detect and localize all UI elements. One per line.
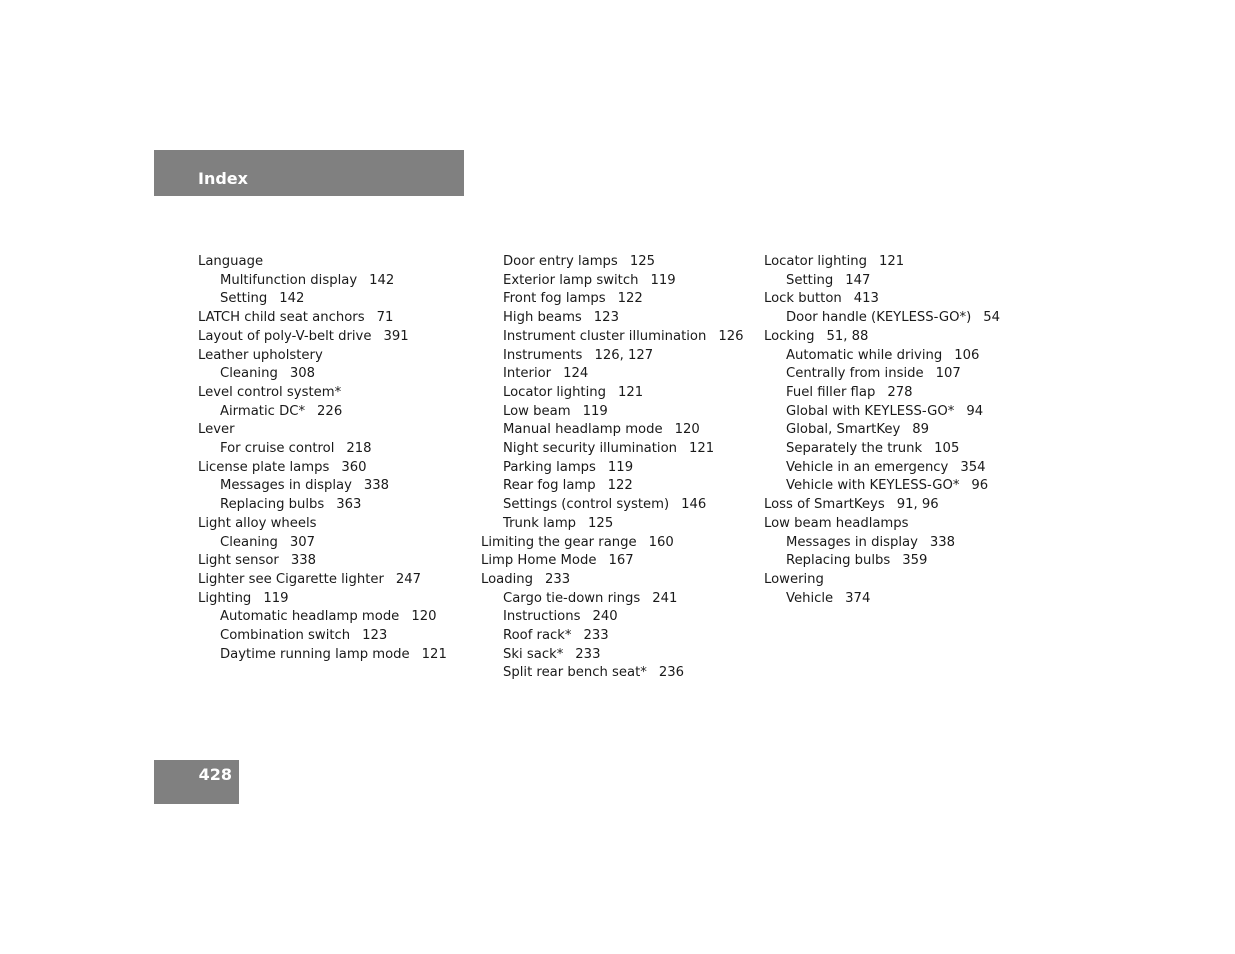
- index-subentry: [481, 440, 744, 459]
- index-page-ref: 126: [718, 328, 744, 344]
- index-subentry: [481, 515, 744, 534]
- index-page-ref: 233: [545, 571, 571, 587]
- index-subentry: [481, 496, 744, 515]
- index-entry: [198, 347, 447, 366]
- index-term: Loading: [481, 571, 534, 587]
- index-subentry: [481, 664, 744, 683]
- index-subentry: [198, 627, 447, 646]
- index-entry: [764, 571, 1000, 590]
- index-term: Language: [198, 254, 264, 269]
- index-term: Daytime running lamp mode: [220, 646, 410, 662]
- index-term: Settings (control system): [503, 497, 670, 513]
- index-page-ref: 121: [879, 254, 905, 269]
- index-term: Fuel filler flap: [786, 384, 876, 400]
- index-page-ref: 278: [887, 384, 913, 400]
- index-term: Replacing bulbs: [220, 497, 325, 513]
- index-subentry: [764, 365, 1000, 384]
- index-subentry: [481, 384, 744, 403]
- index-term: Locator lighting: [503, 384, 606, 400]
- index-page-ref: 160: [648, 534, 674, 550]
- index-term: Door entry lamps: [503, 254, 618, 269]
- index-page-ref: 167: [608, 553, 634, 569]
- index-term: Lever: [198, 422, 235, 438]
- index-subentry: [481, 365, 744, 384]
- index-term: Centrally from inside: [786, 366, 924, 382]
- index-page-ref: 123: [593, 310, 619, 326]
- index-term: Locator lighting: [764, 254, 867, 269]
- index-subentry: [198, 365, 447, 384]
- index-term: Roof rack*: [503, 628, 572, 644]
- index-term: Loss of SmartKeys: [764, 497, 885, 513]
- page-number: 428: [198, 765, 232, 784]
- index-subentry: [481, 272, 744, 291]
- index-term: License plate lamps: [198, 459, 330, 475]
- index-term: Limp Home Mode: [481, 553, 597, 569]
- index-term: Door handle (KEYLESS-GO*): [786, 310, 972, 326]
- index-page-ref: 226: [317, 403, 343, 419]
- index-term: Multifunction display: [220, 272, 358, 288]
- index-subentry: [481, 328, 744, 347]
- index-subentry: [198, 440, 447, 459]
- index-subentry: [481, 646, 744, 665]
- index-term: Instruments: [503, 347, 583, 363]
- index-subentry: [481, 590, 744, 609]
- index-page-ref: 120: [411, 609, 437, 625]
- index-term: Lowering: [764, 571, 824, 587]
- index-subentry: [481, 421, 744, 440]
- index-term: Automatic headlamp mode: [220, 609, 400, 625]
- index-entry: [764, 515, 1000, 534]
- index-subentry: [481, 253, 744, 272]
- index-page-ref: 122: [607, 478, 633, 494]
- index-term: Manual headlamp mode: [503, 422, 663, 438]
- index-subentry: [198, 403, 447, 422]
- index-page-ref: 71: [376, 310, 394, 326]
- index-entry: [764, 328, 1000, 347]
- index-subentry: [481, 347, 744, 366]
- index-term: Interior: [503, 366, 552, 382]
- index-page-ref: 89: [912, 422, 930, 438]
- index-page-ref: 142: [369, 272, 395, 288]
- index-page-ref: 107: [935, 366, 961, 382]
- index-page-ref: 413: [853, 291, 879, 307]
- index-page-ref: 233: [583, 628, 609, 644]
- index-subentry: [764, 440, 1000, 459]
- index-term: Messages in display: [220, 478, 352, 494]
- index-subentry: [481, 290, 744, 309]
- index-subentry: [764, 477, 1000, 496]
- index-term: Front fog lamps: [503, 291, 606, 307]
- index-term: Level control system*: [198, 384, 342, 400]
- index-subentry: [764, 403, 1000, 422]
- page-title: Index: [198, 169, 248, 188]
- index-entry: [198, 552, 447, 571]
- index-subentry: [481, 459, 744, 478]
- index-subentry: [764, 459, 1000, 478]
- index-term: Low beam headlamps: [764, 515, 909, 531]
- index-subentry: [481, 608, 744, 627]
- index-term: Limiting the gear range: [481, 534, 637, 550]
- index-column-2: [481, 253, 744, 683]
- index-term: Setting: [786, 272, 834, 288]
- index-entry: [198, 459, 447, 478]
- index-page-ref: 363: [336, 497, 362, 513]
- index-page-ref: 391: [383, 328, 409, 344]
- index-term: Vehicle with KEYLESS-GO*: [786, 478, 960, 494]
- index-term: Low beam: [503, 403, 571, 419]
- index-entry: [198, 384, 447, 403]
- index-term: Cargo tie-down rings: [503, 590, 641, 606]
- index-term: Parking lamps: [503, 459, 596, 475]
- index-term: Instrument cluster illumination: [503, 328, 707, 344]
- index-term: Light sensor: [198, 553, 279, 569]
- index-page-ref: 359: [902, 553, 928, 569]
- index-term: Layout of poly-V-belt drive: [198, 328, 372, 344]
- index-header-tab: [154, 150, 464, 196]
- index-page-ref: 51, 88: [826, 328, 869, 344]
- index-subentry: [198, 477, 447, 496]
- index-page-ref: 121: [689, 441, 715, 457]
- index-page-ref: 119: [650, 272, 676, 288]
- index-term: LATCH child seat anchors: [198, 310, 365, 326]
- index-page-ref: 374: [845, 590, 871, 606]
- index-term: Night security illumination: [503, 441, 678, 457]
- index-column-3: [764, 253, 1000, 608]
- index-term: Leather upholstery: [198, 347, 323, 363]
- index-page-ref: 105: [934, 441, 960, 457]
- index-page-ref: 94: [966, 403, 984, 419]
- index-subentry: [481, 403, 744, 422]
- index-page-ref: 142: [279, 291, 305, 307]
- index-subentry: [764, 552, 1000, 571]
- index-page-ref: 120: [674, 422, 700, 438]
- index-term: Vehicle in an emergency: [786, 459, 949, 475]
- index-page-ref: 54: [983, 310, 1001, 326]
- index-term: Replacing bulbs: [786, 553, 891, 569]
- index-page-ref: 123: [362, 628, 388, 644]
- index-term: Cleaning: [220, 534, 278, 550]
- index-entry: [764, 253, 1000, 272]
- index-term: Global, SmartKey: [786, 422, 901, 438]
- index-entry: [198, 590, 447, 609]
- index-page-ref: 338: [290, 553, 316, 569]
- index-subentry: [481, 477, 744, 496]
- index-page-ref: 360: [341, 459, 367, 475]
- index-term: Light alloy wheels: [198, 515, 317, 531]
- index-page-ref: 307: [289, 534, 315, 550]
- index-subentry: [198, 534, 447, 553]
- index-entry: [481, 571, 744, 590]
- index-page-ref: 121: [618, 384, 644, 400]
- index-term: For cruise control: [220, 441, 335, 457]
- index-entry: [481, 534, 744, 553]
- index-entry: [764, 290, 1000, 309]
- index-subentry: [764, 421, 1000, 440]
- index-page-ref: 119: [582, 403, 608, 419]
- index-page-ref: 126, 127: [594, 347, 654, 363]
- index-subentry: [481, 309, 744, 328]
- index-page-ref: 308: [289, 366, 315, 382]
- index-term: Airmatic DC*: [220, 403, 306, 419]
- index-subentry: [764, 384, 1000, 403]
- index-column-1: [198, 253, 447, 664]
- index-entry: [198, 571, 447, 590]
- index-term: Rear fog lamp: [503, 478, 596, 494]
- index-term: Instructions: [503, 609, 581, 625]
- page-number-tab: [154, 760, 239, 804]
- index-page-ref: 119: [263, 590, 289, 606]
- index-page-ref: 241: [652, 590, 678, 606]
- index-page-ref: 119: [607, 459, 634, 475]
- index-page-ref: 338: [929, 534, 956, 550]
- index-page-ref: 147: [845, 272, 871, 288]
- index-page-ref: 236: [658, 665, 685, 681]
- index-term: Exterior lamp switch: [503, 272, 639, 288]
- index-page-ref: 122: [617, 291, 643, 307]
- index-page-ref: 124: [563, 366, 589, 382]
- index-page-ref: 96: [971, 478, 989, 494]
- index-entry: [198, 515, 447, 534]
- index-page-ref: 146: [681, 497, 707, 513]
- index-entry: [198, 253, 447, 272]
- index-page-ref: 106: [954, 347, 980, 363]
- index-term: Lighting: [198, 590, 252, 606]
- index-entry: [198, 421, 447, 440]
- index-term: Global with KEYLESS-GO*: [786, 403, 955, 419]
- index-term: Vehicle: [786, 590, 834, 606]
- index-entry: [764, 496, 1000, 515]
- index-term: Combination switch: [220, 628, 351, 644]
- index-subentry: [481, 627, 744, 646]
- index-page-ref: 240: [592, 609, 618, 625]
- index-term: High beams: [503, 310, 582, 326]
- index-subentry: [764, 534, 1000, 553]
- index-subentry: [198, 496, 447, 515]
- index-term: Split rear bench seat*: [503, 665, 647, 681]
- index-term: Cleaning: [220, 366, 278, 382]
- index-term: Trunk lamp: [503, 515, 577, 531]
- index-term: Locking: [764, 328, 815, 344]
- index-subentry: [198, 646, 447, 665]
- index-subentry: [198, 272, 447, 291]
- index-entry: [481, 552, 744, 571]
- index-entry: [198, 309, 447, 328]
- index-entry: [198, 328, 447, 347]
- index-term: Lock button: [764, 291, 842, 307]
- index-term: Separately the trunk: [786, 441, 923, 457]
- index-term: Lighter see Cigarette lighter: [198, 571, 384, 587]
- index-term: Ski sack*: [503, 646, 564, 662]
- index-page-ref: 125: [629, 254, 655, 269]
- index-page-ref: 91, 96: [896, 497, 939, 513]
- index-subentry: [764, 347, 1000, 366]
- index-subentry: [764, 309, 1000, 328]
- index-page-ref: 218: [346, 441, 372, 457]
- index-page-ref: 121: [421, 646, 447, 662]
- index-term: Setting: [220, 291, 268, 307]
- index-subentry: [764, 590, 1000, 609]
- index-term: Messages in display: [786, 534, 918, 550]
- index-page-ref: 338: [363, 478, 390, 494]
- index-page-ref: 233: [575, 646, 601, 662]
- index-subentry: [198, 290, 447, 309]
- index-page-ref: 125: [588, 515, 614, 531]
- index-term: Automatic while driving: [786, 347, 943, 363]
- index-subentry: [198, 608, 447, 627]
- index-page-ref: 247: [395, 571, 422, 587]
- index-page-ref: 354: [960, 459, 986, 475]
- index-subentry: [764, 272, 1000, 291]
